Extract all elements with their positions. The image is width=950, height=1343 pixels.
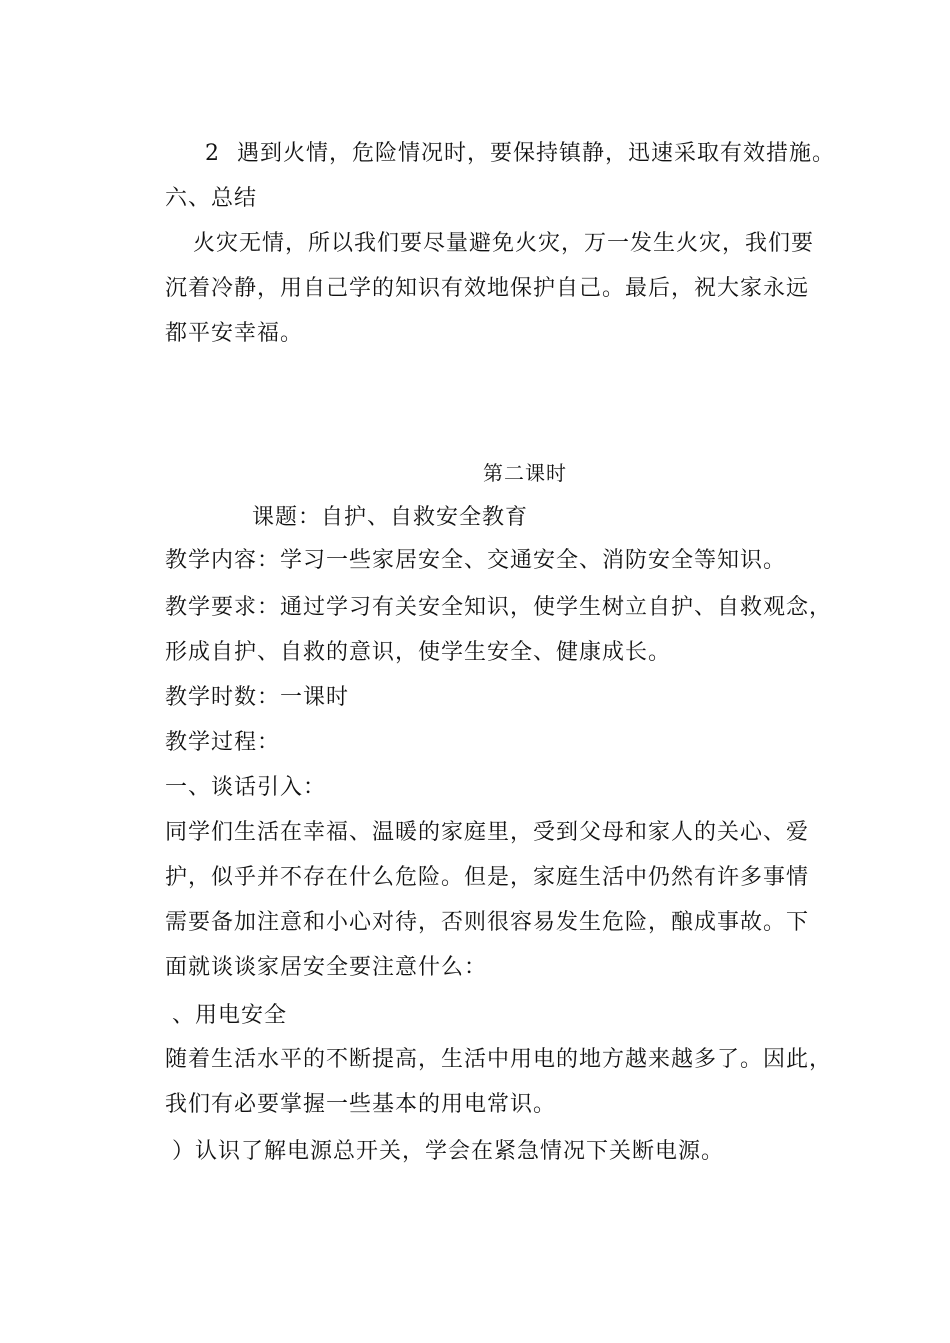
electric-paragraph-line: 随着生活水平的不断提高，生活中用电的地方越来越多了。因此， xyxy=(165,1047,833,1072)
intro-paragraph-line: 面就谈谈家居安全要注意什么： xyxy=(165,955,488,980)
step-heading-intro: 一、谈话引入： xyxy=(165,775,327,800)
summary-paragraph-line: 都平安幸福。 xyxy=(165,321,304,346)
list-item-2 xyxy=(205,139,835,169)
summary-paragraph-line: 火灾无情，所以我们要尽量避免火灾，万一发生火灾，我们要 xyxy=(193,231,815,256)
teaching-hours: 教学时数：一课时 xyxy=(165,685,350,710)
electric-safety-heading: 、用电安全 xyxy=(172,1003,288,1028)
teaching-requirement-line: 教学要求：通过学习有关安全知识，使学生树立自护、自救观念， xyxy=(165,595,833,620)
teaching-requirement-line: 形成自护、自救的意识，使学生安全、健康成长。 xyxy=(165,640,672,665)
electric-paragraph-line: 我们有必要掌握一些基本的用电常识。 xyxy=(165,1092,557,1117)
intro-paragraph-line: 同学们生活在幸福、温暖的家庭里，受到父母和家人的关心、爱 xyxy=(165,820,810,845)
teaching-content: 教学内容：学习一些家居安全、交通安全、消防安全等知识。 xyxy=(165,548,787,573)
intro-paragraph-line: 需要备加注意和小心对待，否则很容易发生危险，酿成事故。下 xyxy=(165,910,810,935)
intro-paragraph-line: 护，似乎并不存在什么危险。但是，家庭生活中仍然有许多事情 xyxy=(165,865,810,890)
lesson-topic: 课题：自护、自救安全教育 xyxy=(252,505,529,530)
electric-list-item: ）认识了解电源总开关，学会在紧急情况下关断电源。 xyxy=(172,1139,725,1164)
summary-paragraph-line: 沉着冷静，用自己学的知识有效地保护自己。最后，祝大家永远 xyxy=(165,276,810,301)
section-heading-summary: 六、总结 xyxy=(165,186,258,211)
list-item-text: 遇到火情，危险情况时，要保持镇静，迅速采取有效措施。 xyxy=(237,141,836,166)
teaching-process-heading: 教学过程： xyxy=(165,730,281,755)
lesson-title: 第二课时 xyxy=(483,461,567,485)
list-item-number: 2 xyxy=(205,141,220,166)
